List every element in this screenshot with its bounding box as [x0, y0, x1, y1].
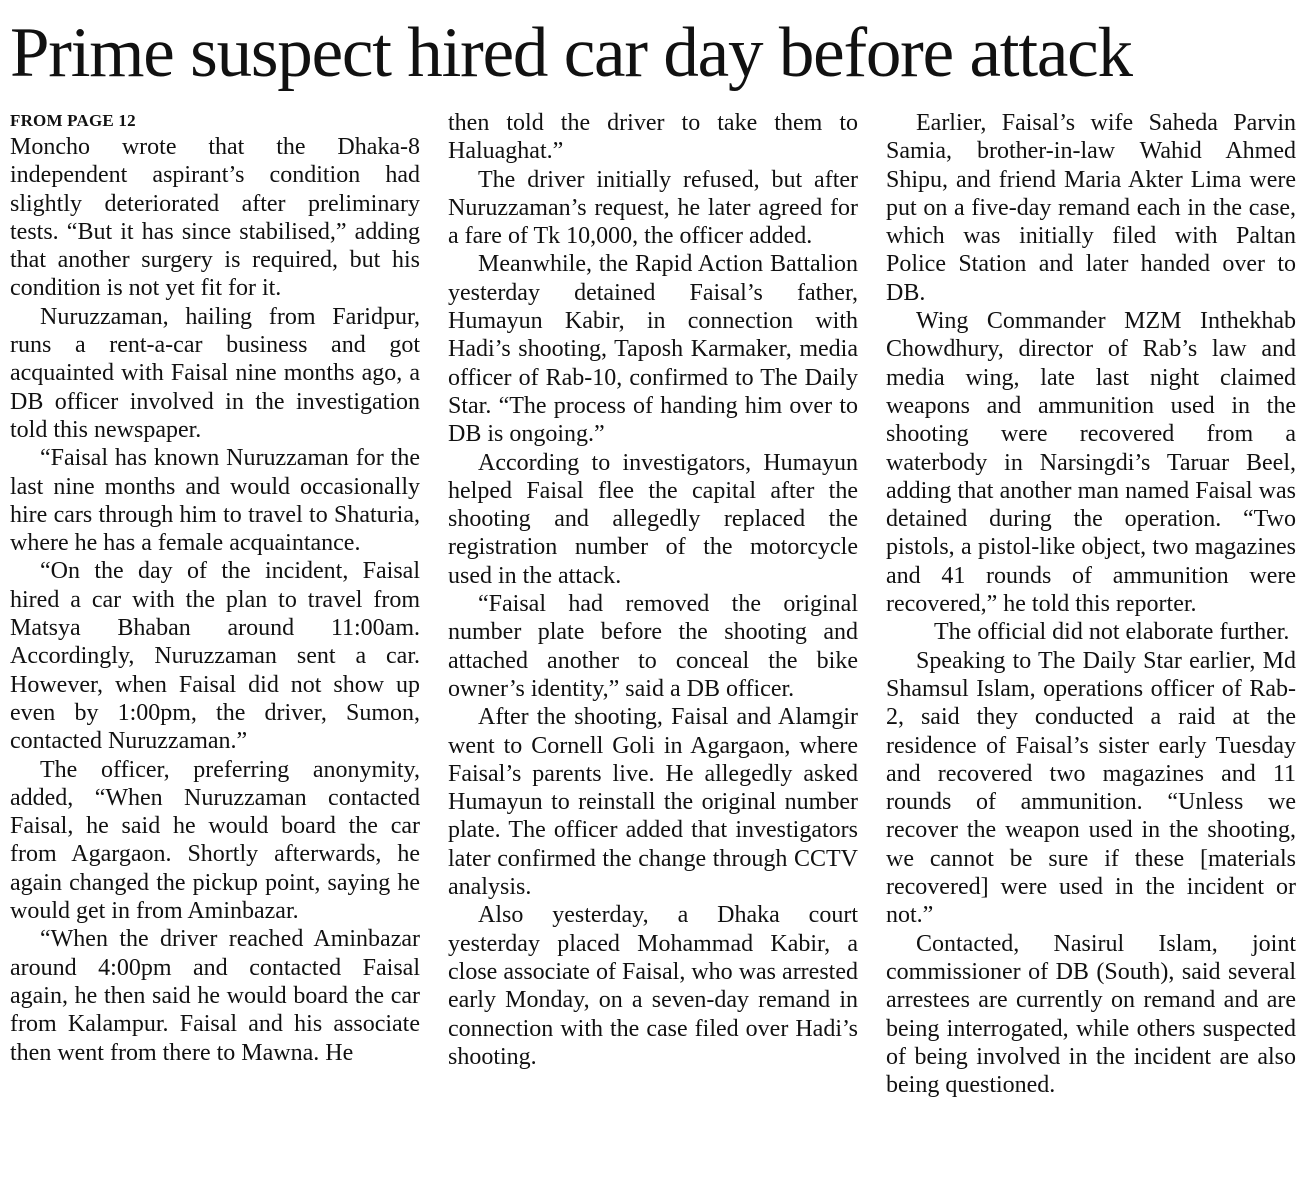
- continued-from-label: FROM PAGE 12: [10, 111, 136, 130]
- paragraph: Also yesterday, a Dhaka court yesterday placed Mohammad Kabir, a close associate of Faisal, who was arrested early Monday, on a seven-day remand in connection with the case filed over Hadi’s shooting.: [448, 902, 858, 1070]
- paragraph: then told the driver to take them to Haluaghat.”: [448, 110, 858, 165]
- paragraph: The officer, preferring anonymity, added, “When Nuruzzaman contacted Faisal, he said he would board the car from Agargaon. Shortly afterwards, he again changed the pickup point, saying he would get in from Aminbazar.: [10, 756, 420, 925]
- headline: Prime suspect hired car day before attack: [10, 14, 1132, 92]
- paragraph: Contacted, Nasirul Islam, joint commissioner of DB (South), said several arrestees are currently on remand and are being interrogated, while others suspected of being involved in the incident are also being questioned.: [886, 930, 1296, 1099]
- paragraph: “When the driver reached Aminbazar around 4:00pm and contacted Faisal again, he then said he would board the car from Kalampur. Faisal and his associate then went from there to Mawna. He: [10, 926, 420, 1066]
- article-column-3: [886, 109, 1296, 1190]
- article-column-2: [448, 109, 858, 1190]
- paragraph: Speaking to The Daily Star earlier, Md Shamsul Islam, operations officer of Rab-2, said they conducted a raid at the residence of Faisal’s sister early Tuesday and recovered two magazines and 11 rounds of ammunition. “Unless we recover the weapon used in the shooting, we cannot be sure if these [materials recovered] were used in the incident or not.”: [886, 647, 1296, 929]
- paragraph: “On the day of the incident, Faisal hired a car with the plan to travel from Matsya Bhaban around 11:00am. Accordingly, Nuruzzaman sent a car. However, when Faisal did not show up even by 1:00pm, the driver, Sumon, contacted Nuruzzaman.”: [10, 558, 420, 755]
- paragraph: Meanwhile, the Rapid Action Battalion yesterday detained Faisal’s father, Humayun Kabir, in connection with Hadi’s shooting, Taposh Karmaker, media officer of Rab-10, confirmed to The Daily Star. “The process of handing him over to DB is ongoing.”: [448, 251, 858, 448]
- paragraph: The official did not elaborate further.: [934, 619, 1290, 646]
- paragraph: After the shooting, Faisal and Alamgir went to Cornell Goli in Agargaon, where Faisal’s parents live. He allegedly asked Humayun to reinstall the original number plate. The officer added that investigators later confirmed the change through CCTV analysis.: [448, 704, 858, 901]
- paragraph: Moncho wrote that the Dhaka-8 independent aspirant’s condition had slightly deteriorated after preliminary tests. “But it has since stabilised,” adding that another surgery is required, but his condition is not yet fit for it.: [10, 134, 420, 302]
- paragraph: The driver initially refused, but after Nuruzzaman’s request, he later agreed for a fare of Tk 10,000, the officer added.: [448, 166, 858, 250]
- paragraph: Earlier, Faisal’s wife Saheda Parvin Samia, brother-in-law Wahid Ahmed Shipu, and friend Maria Akter Lima were put on a five-day remand each in the case, which was initially filed with Paltan Police Station and later handed over to DB.: [886, 110, 1296, 306]
- paragraph: According to investigators, Humayun helped Faisal flee the capital after the shooting and allegedly replaced the registration number of the motorcycle used in the attack.: [448, 449, 858, 589]
- article-column-1: [10, 109, 420, 1190]
- paragraph: “Faisal had removed the original number plate before the shooting and attached another to conceal the bike owner’s identity,” said a DB officer.: [448, 591, 858, 702]
- paragraph: Wing Commander MZM Inthekhab Chowdhury, director of Rab’s law and media wing, late last night claimed weapons and ammunition used in the shooting were recovered from a waterbody in Narsingdi’s Taruar Beel, adding that another man named Faisal was detained during the operation. “Two pistols, a pistol-like object, two magazines and 41 rounds of ammunition were recovered,” he told this reporter.: [886, 308, 1296, 618]
- paragraph: Nuruzzaman, hailing from Faridpur, runs a rent-a-car business and got acquainted with Faisal nine months ago, a DB officer involved in the investigation told this newspaper.: [10, 303, 420, 443]
- paragraph: “Faisal has known Nuruzzaman for the last nine months and would occasionally hire cars through him to travel to Shaturia, where he has a female acquaintance.: [10, 445, 420, 557]
